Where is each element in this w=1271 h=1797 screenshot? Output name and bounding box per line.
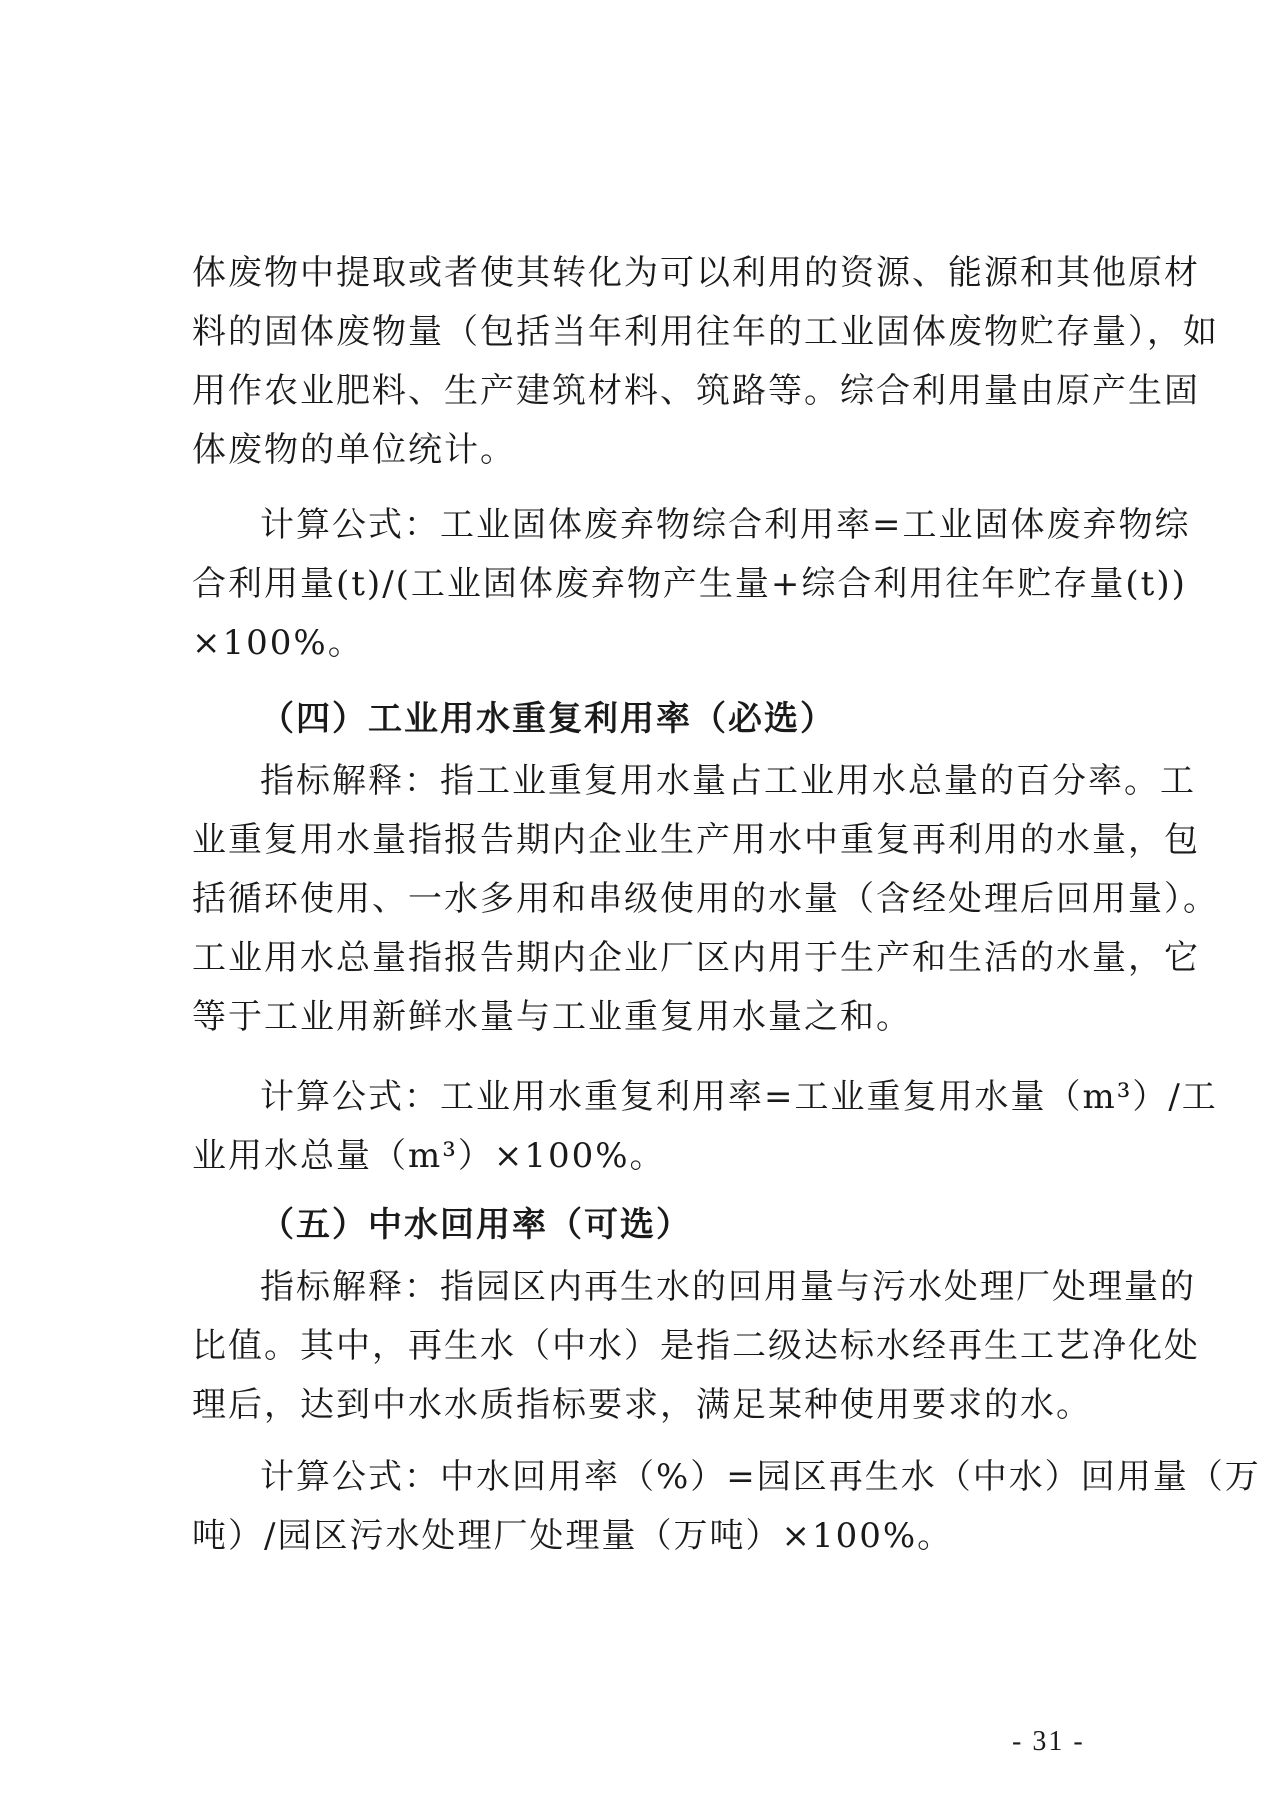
- text-line: 业重复用水量指报告期内企业生产用水中重复再利用的水量，包: [192, 820, 1200, 860]
- section-heading-water-reuse: （四）工业用水重复利用率（必选）: [260, 699, 836, 739]
- page-number: - 31 -: [1012, 1726, 1085, 1757]
- text-line: 括循环使用、一水多用和串级使用的水量（含经处理后回用量）。: [192, 879, 1219, 919]
- text-line: 合利用量(t)/(工业固体废弃物产生量+综合利用往年贮存量(t)): [192, 564, 1187, 604]
- text-line: 用作农业肥料、生产建筑材料、筑路等。综合利用量由原产生固: [192, 371, 1200, 411]
- section-heading-reclaimed-water: （五）中水回用率（可选）: [260, 1205, 692, 1245]
- explanation-water-reuse: [192, 752, 1219, 1047]
- formula-water-reuse: [192, 1068, 1218, 1186]
- text-line: 计算公式：工业用水重复利用率=工业重复用水量（m³）/工: [260, 1077, 1218, 1117]
- text-line: 计算公式：中水回用率（%）=园区再生水（中水）回用量（万: [260, 1457, 1261, 1497]
- text-line: 指标解释：指园区内再生水的回用量与污水处理厂处理量的: [260, 1267, 1196, 1307]
- text-line: 等于工业用新鲜水量与工业重复用水量之和。: [192, 997, 912, 1037]
- text-line: 体废物的单位统计。: [192, 430, 516, 470]
- text-line: 料的固体废物量（包括当年利用往年的工业固体废物贮存量），如: [192, 312, 1219, 352]
- text-line: ×100%。: [192, 623, 364, 663]
- formula-reclaimed-water: [192, 1448, 1261, 1566]
- text-line: 工业用水总量指报告期内企业厂区内用于生产和生活的水量，它: [192, 938, 1200, 978]
- text-line: 业用水总量（m³）×100%。: [192, 1136, 666, 1176]
- paragraph-continuation: [192, 244, 1219, 480]
- text-line: 理后，达到中水水质指标要求，满足某种使用要求的水。: [192, 1385, 1092, 1425]
- text-line: 吨）/园区污水处理厂处理量（万吨）×100%。: [192, 1516, 954, 1556]
- text-line: 体废物中提取或者使其转化为可以利用的资源、能源和其他原材: [192, 253, 1200, 293]
- explanation-reclaimed-water: [192, 1258, 1200, 1435]
- text-line: 比值。其中，再生水（中水）是指二级达标水经再生工艺净化处: [192, 1326, 1200, 1366]
- text-line: 指标解释：指工业重复用水量占工业用水总量的百分率。工: [260, 761, 1196, 801]
- text-line: 计算公式：工业固体废弃物综合利用率=工业固体废弃物综: [260, 505, 1191, 545]
- formula-industrial-solid-waste: [192, 496, 1191, 673]
